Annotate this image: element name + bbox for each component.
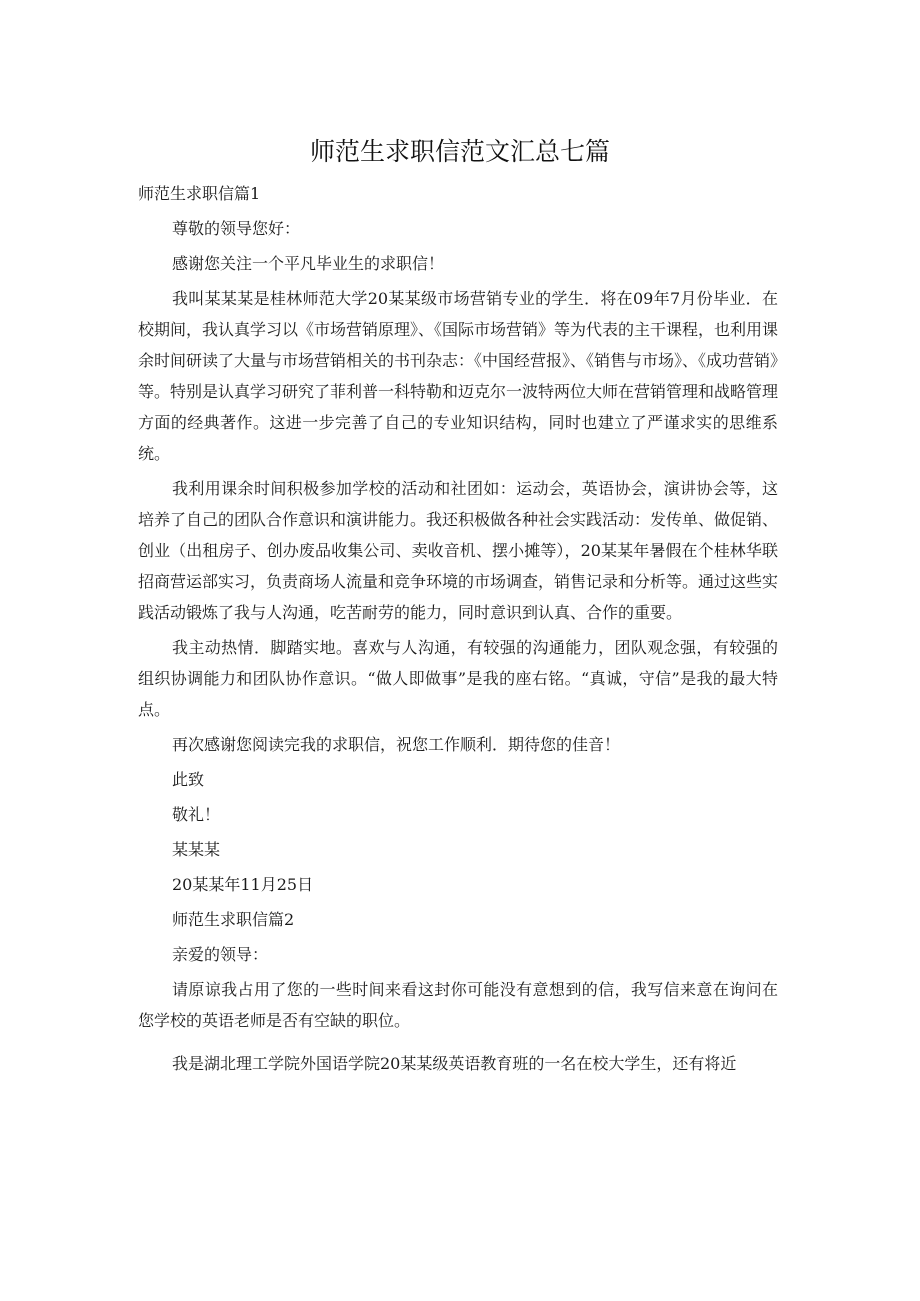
paragraph-thanks: 感谢您关注一个平凡毕业生的求职信！ [172, 254, 445, 273]
paragraph-closing-thanks: 再次感谢您阅读完我的求职信，祝您工作顺利．期待您的佳音！ [172, 735, 621, 754]
paragraph-apology: 请原谅我占用了您的一些时间来看这封你可能没有意想到的信，我写信来意在询问在您学校的英语老师是否有空缺的职位。 [138, 980, 778, 1030]
greeting-2: 亲爱的领导： [172, 945, 269, 964]
letter-date: 20某某年11月25日 [172, 875, 314, 894]
closing-line-1: 此致 [172, 770, 205, 789]
paragraph-personality: 我主动热情．脚踏实地。喜欢与人沟通，有较强的沟通能力，团队观念强，有较强的组织协调能力和团队协作意识。“做人即做事”是我的座右铭。“真诚，守信”是我的最大特点。 [138, 638, 778, 719]
document-body [138, 178, 778, 1083]
paragraph-activities: 我利用课余时间积极参加学校的活动和社团如：运动会，英语协会，演讲协会等，这培养了自己的团队合作意识和演讲能力。我还积极做各种社会实践活动：发传单、做促销、创业（出租房子、创办废品收集公司、卖收音机、摆小摊等），20某某年暑假在个桂林华联招商营运部实习，负责商场人流量和竞争环境的市场调查，销售记录和分析等。通过这些实践活动锻炼了我与人沟通，吃苦耐劳的能力，同时意识到认真、合作的重要。 [138, 479, 779, 622]
document-title: 师范生求职信范文汇总七篇 [309, 137, 610, 166]
greeting-1: 尊敬的领导您好： [172, 219, 301, 238]
paragraph-intro: 我叫某某某是桂林师范大学20某某级市场营销专业的学生．将在09年7月份毕业．在校期间，我认真学习以《市场营销原理》、《国际市场营销》等为代表的主干课程，也利用课余时间研读了大量与市场营销相关的书刊杂志：《中国经营报》、《销售与市场》、《成功营销》等。特别是认真学习研究了菲利普一科特勒和迈克尔一波特两位大师在营销管理和战略管理方面的经典著作。这进一步完善了自己的专业知识结构，同时也建立了严谨求实的思维系统。 [138, 289, 779, 463]
section2-heading: 师范生求职信篇2 [172, 910, 295, 929]
signature: 某某某 [172, 840, 221, 859]
paragraph-self-intro: 我是湖北理工学院外国语学院20某某级英语教育班的一名在校大学生，还有将近 [172, 1054, 737, 1073]
section1-heading: 师范生求职信篇1 [138, 184, 261, 203]
closing-line-2: 敬礼！ [172, 805, 221, 824]
